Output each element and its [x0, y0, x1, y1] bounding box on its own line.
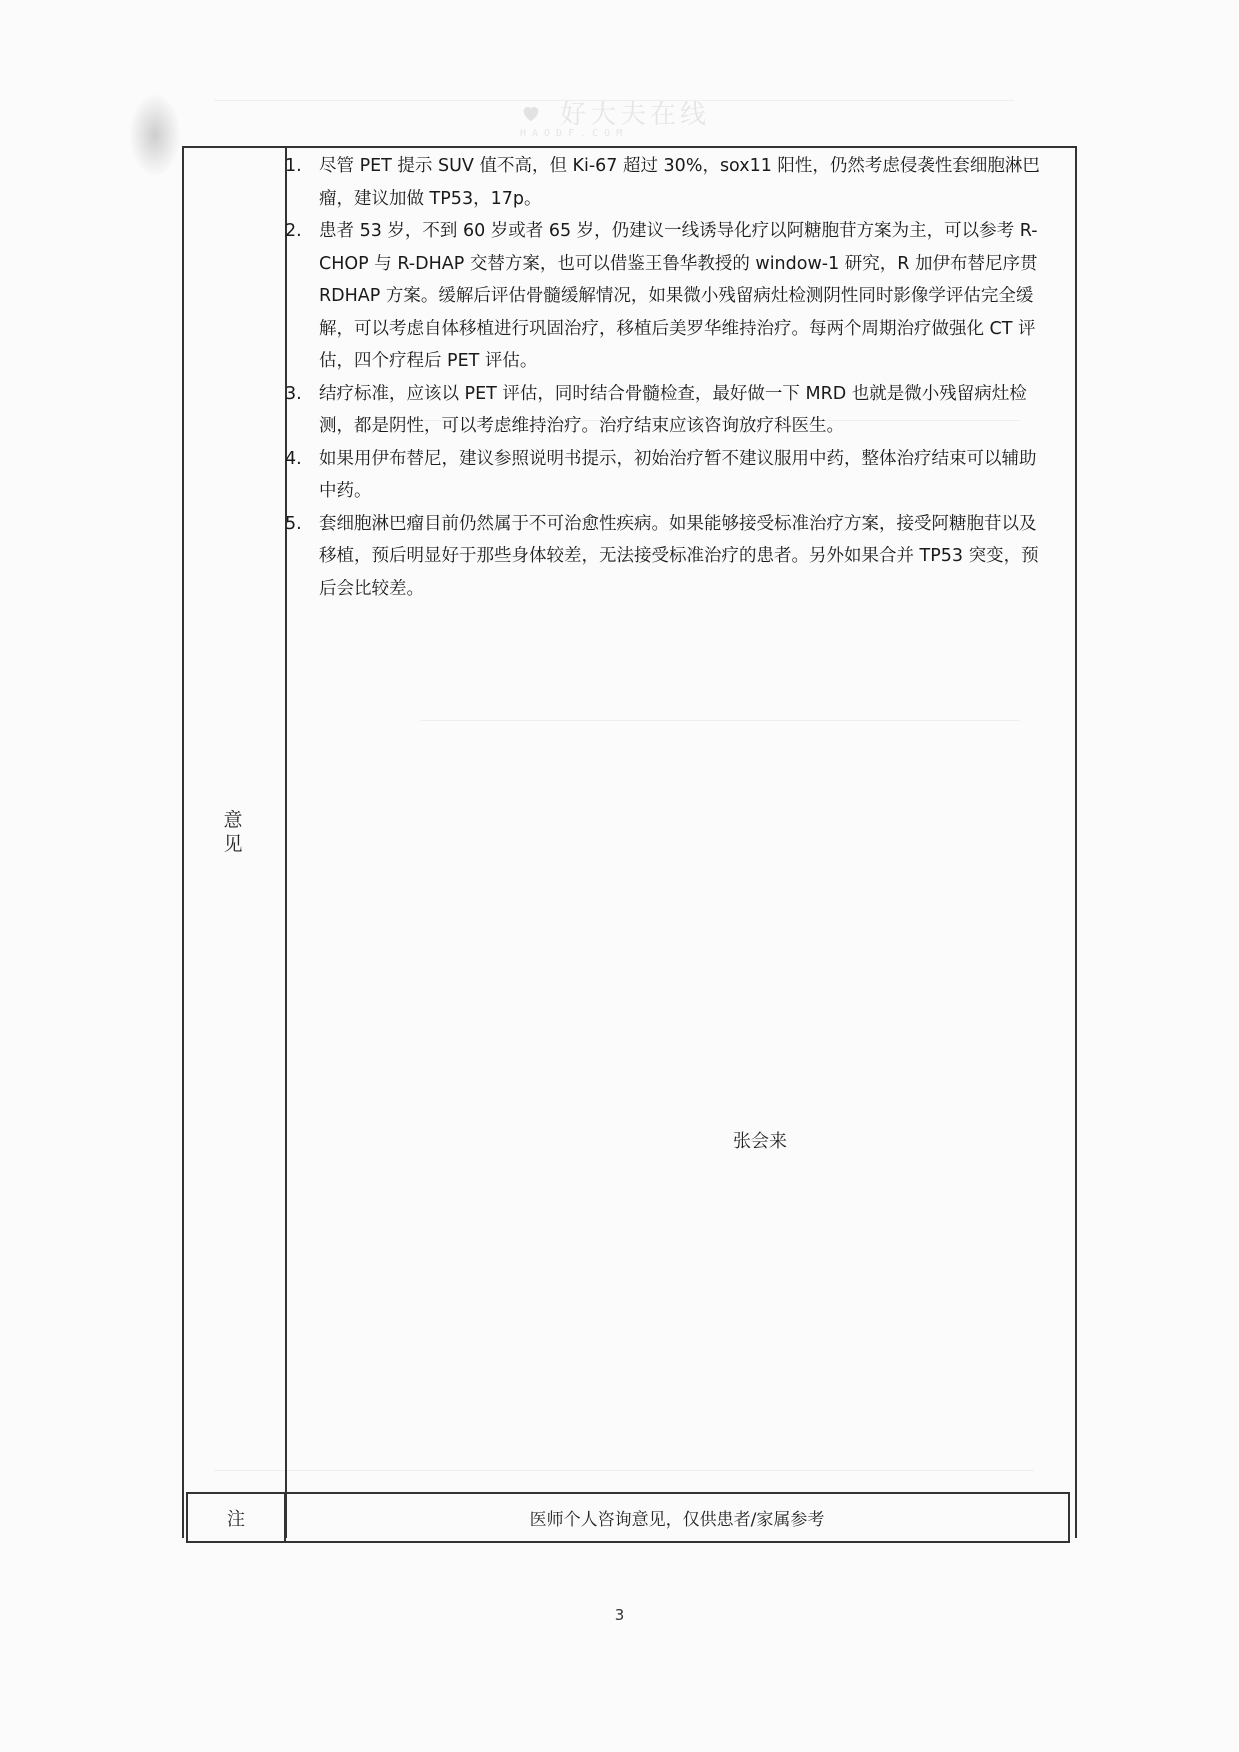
scan-smudge: [130, 95, 180, 175]
note-text: 医师个人咨询意见，仅供患者/家属参考: [529, 1510, 825, 1530]
opinion-content: [285, 150, 1045, 605]
list-item: 3. 结疗标准，应该以 PET 评估，同时结合骨髓检查，最好做一下 MRD 也就是微小残留病灶检测，都是阴性，可以考虑维持治疗。治疗结束应该咨询放疗科医生。: [285, 383, 1027, 436]
list-item: 4. 如果用伊布替尼，建议参照说明书提示，初始治疗暂不建议服用中药，整体治疗结束可以辅助中药。: [285, 448, 1037, 501]
watermark-brand: 好大夫在线: [560, 100, 711, 130]
page-number: 3: [614, 1606, 625, 1624]
heart-icon: [520, 102, 542, 124]
list-item: 2. 患者 53 岁，不到 60 岁或者 65 岁，仍建议一线诱导化疗以阿糖胞苷方案为主，可以参考 R-CHOP 与 R-DHAP 交替方案，也可以借鉴王鲁华教授的 window-1 研究，R 加伊布替尼序贯 RDHAP 方案。缓解后评估骨髓缓解情况，如果微小残留病灶检测阴性同时影像学评估完全缓解，可以考虑自体移植进行巩固治疗，移植后美罗华维持治疗。每两个周期治疗做强化 CT 评估，四个疗程后 PET 评估。: [285, 221, 1038, 371]
list-item: 1. 尽管 PET 提示 SUV 值不高，但 Ki-67 超过 30%，sox11 阳性，仍然考虑侵袭性套细胞淋巴瘤，建议加做 TP53，17p。: [285, 156, 1040, 209]
watermark-sub: HAODF.COM: [520, 128, 629, 139]
bleed-through-line: [214, 100, 1014, 101]
note-label: 注: [188, 1494, 286, 1541]
list-item: 5. 套细胞淋巴瘤目前仍然属于不可治愈性疾病。如果能够接受标准治疗方案，接受阿糖胞苷以及移植，预后明显好于那些身体较差，无法接受标准治疗的患者。另外如果合并 TP53 突变，预后会比较差。: [285, 513, 1039, 599]
note-row: [186, 1492, 1070, 1543]
doctor-signature: 张会来: [733, 1131, 787, 1152]
opinion-label: 意见: [223, 809, 243, 855]
opinion-list: [285, 150, 1045, 605]
watermark-logo: [520, 90, 740, 140]
